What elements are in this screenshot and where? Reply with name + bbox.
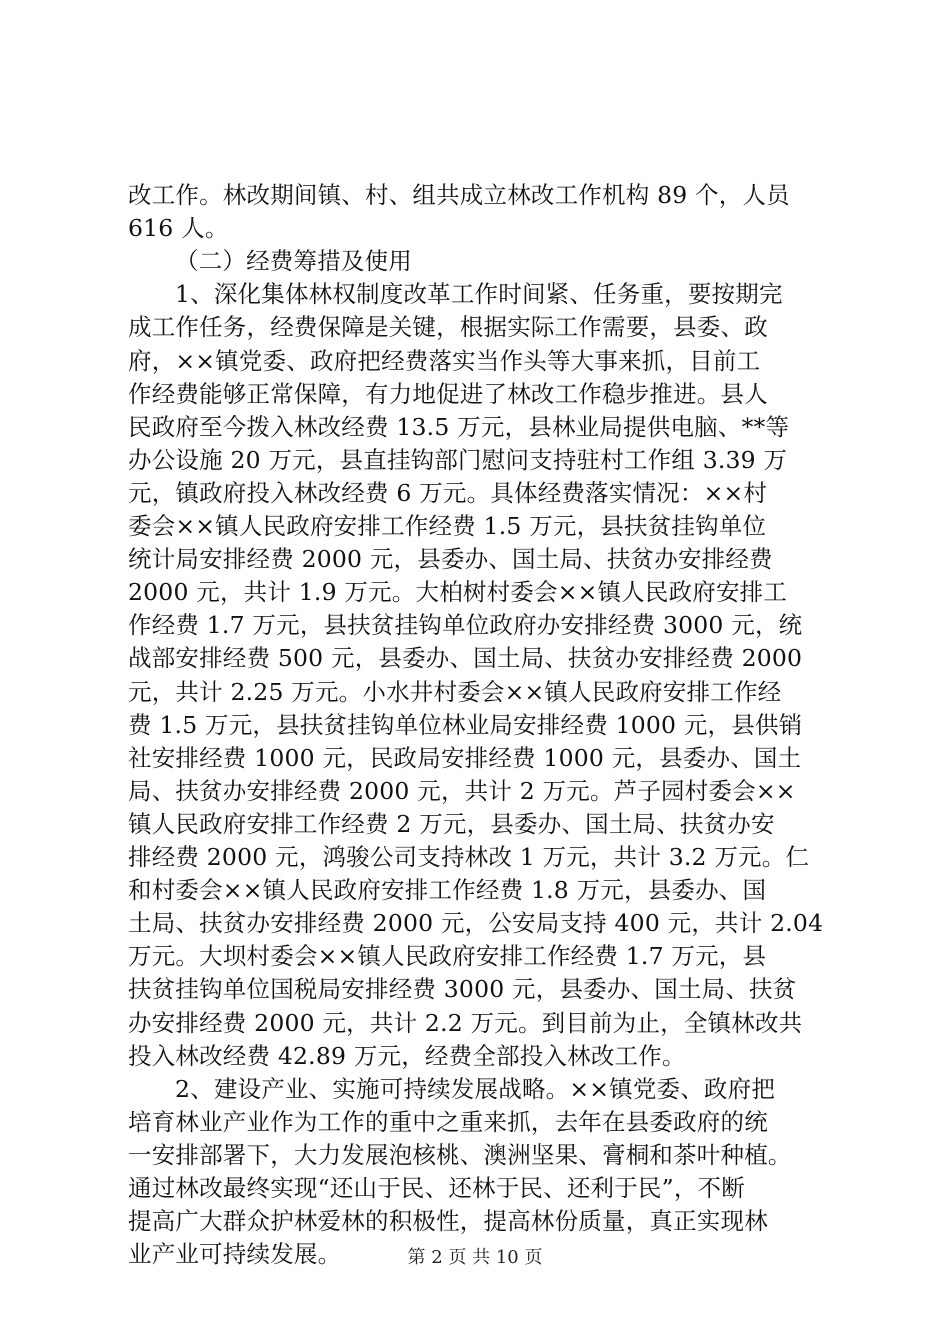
text-line: 府，××镇党委、政府把经费落实当作头等大事来抓，目前工 — [128, 346, 761, 375]
text-line: 成工作任务，经费保障是关键，根据实际工作需要，县委、政 — [128, 313, 768, 342]
text-line: 和村委会××镇人民政府安排工作经费 1.8 万元，县委办、国 — [128, 876, 767, 905]
text-line: 费 1.5 万元，县扶贫挂钩单位林业局安排经费 1000 元，县供销 — [128, 710, 803, 739]
text-line: 业产业可持续发展。 — [128, 1240, 342, 1269]
text-line: 委会××镇人民政府安排工作经费 1.5 万元，县扶贫挂钩单位 — [128, 512, 767, 540]
text-line: 元，镇政府投入林改经费 6 万元。具体经费落实情况：××村 — [128, 478, 768, 507]
text-line: 改工作。林改期间镇、村、组共成立林改工作机构 89 个，人员 — [128, 181, 790, 209]
paragraph-start: 1、深化集体林权制度改革工作时间紧、任务重，要按期完 — [175, 280, 783, 309]
text-line: 镇人民政府安排工作经费 2 万元，县委办、国土局、扶贫办安 — [128, 809, 775, 838]
text-line: 战部安排经费 500 元，县委办、国土局、扶贫办安排经费 2000 — [128, 644, 803, 673]
text-line: 作经费能够正常保障，有力地促进了林改工作稳步推进。县人 — [128, 379, 768, 408]
paragraph-start: 2、建设产业、实施可持续发展战略。××镇党委、政府把 — [175, 1074, 776, 1103]
text-line: 扶贫挂钩单位国税局安排经费 3000 元，县委办、国土局、扶贫 — [128, 975, 797, 1004]
text-line: 土局、扶贫办安排经费 2000 元，公安局支持 400 元，共计 2.04 — [128, 909, 824, 938]
text-line: 排经费 2000 元，鸿骏公司支持林改 1 万元，共计 3.2 万元。仁 — [128, 843, 810, 871]
text-line: 元，共计 2.25 万元。小水井村委会××镇人民政府安排工作经 — [128, 677, 782, 706]
text-line: 社安排经费 1000 元，民政局安排经费 1000 元，县委办、国土 — [128, 743, 802, 772]
text-line: 办公设施 20 万元，县直挂钩部门慰问支持驻村工作组 3.39 万 — [128, 445, 788, 474]
paragraph-heading: （二）经费筹措及使用 — [175, 247, 412, 276]
text-line: 民政府至今拨入林改经费 13.5 万元，县林业局提供电脑、**等 — [128, 412, 790, 441]
text-line: 616 人。 — [128, 214, 229, 243]
text-line: 一安排部署下，大力发展泡核桃、澳洲坚果、膏桐和茶叶种植。 — [128, 1140, 792, 1169]
text-line: 作经费 1.7 万元，县扶贫挂钩单位政府办安排经费 3000 元，统 — [128, 611, 803, 640]
text-line: 通过林改最终实现“还山于民、还林于民、还利于民”，不断 — [128, 1174, 745, 1202]
text-line: 万元。大坝村委会××镇人民政府安排工作经费 1.7 万元，县 — [128, 942, 767, 971]
text-line: 办安排经费 2000 元，共计 2.2 万元。到目前为止，全镇林改共 — [128, 1008, 803, 1037]
text-line: 投入林改经费 42.89 万元，经费全部投入林改工作。 — [128, 1041, 686, 1070]
text-line: 统计局安排经费 2000 元，县委办、国土局、扶贫办安排经费 — [128, 545, 773, 574]
text-line: 局、扶贫办安排经费 2000 元，共计 2 万元。芦子园村委会×× — [128, 776, 796, 805]
text-line: 2000 元，共计 1.9 万元。大柏树村委会××镇人民政府安排工 — [128, 578, 788, 607]
page-footer: 第 2 页 共 10 页 — [407, 1247, 543, 1268]
text-line: 提高广大群众护林爱林的积极性，提高林份质量，真正实现林 — [128, 1207, 768, 1236]
text-line: 培育林业产业作为工作的重中之重来抓，去年在县委政府的统 — [128, 1107, 768, 1136]
